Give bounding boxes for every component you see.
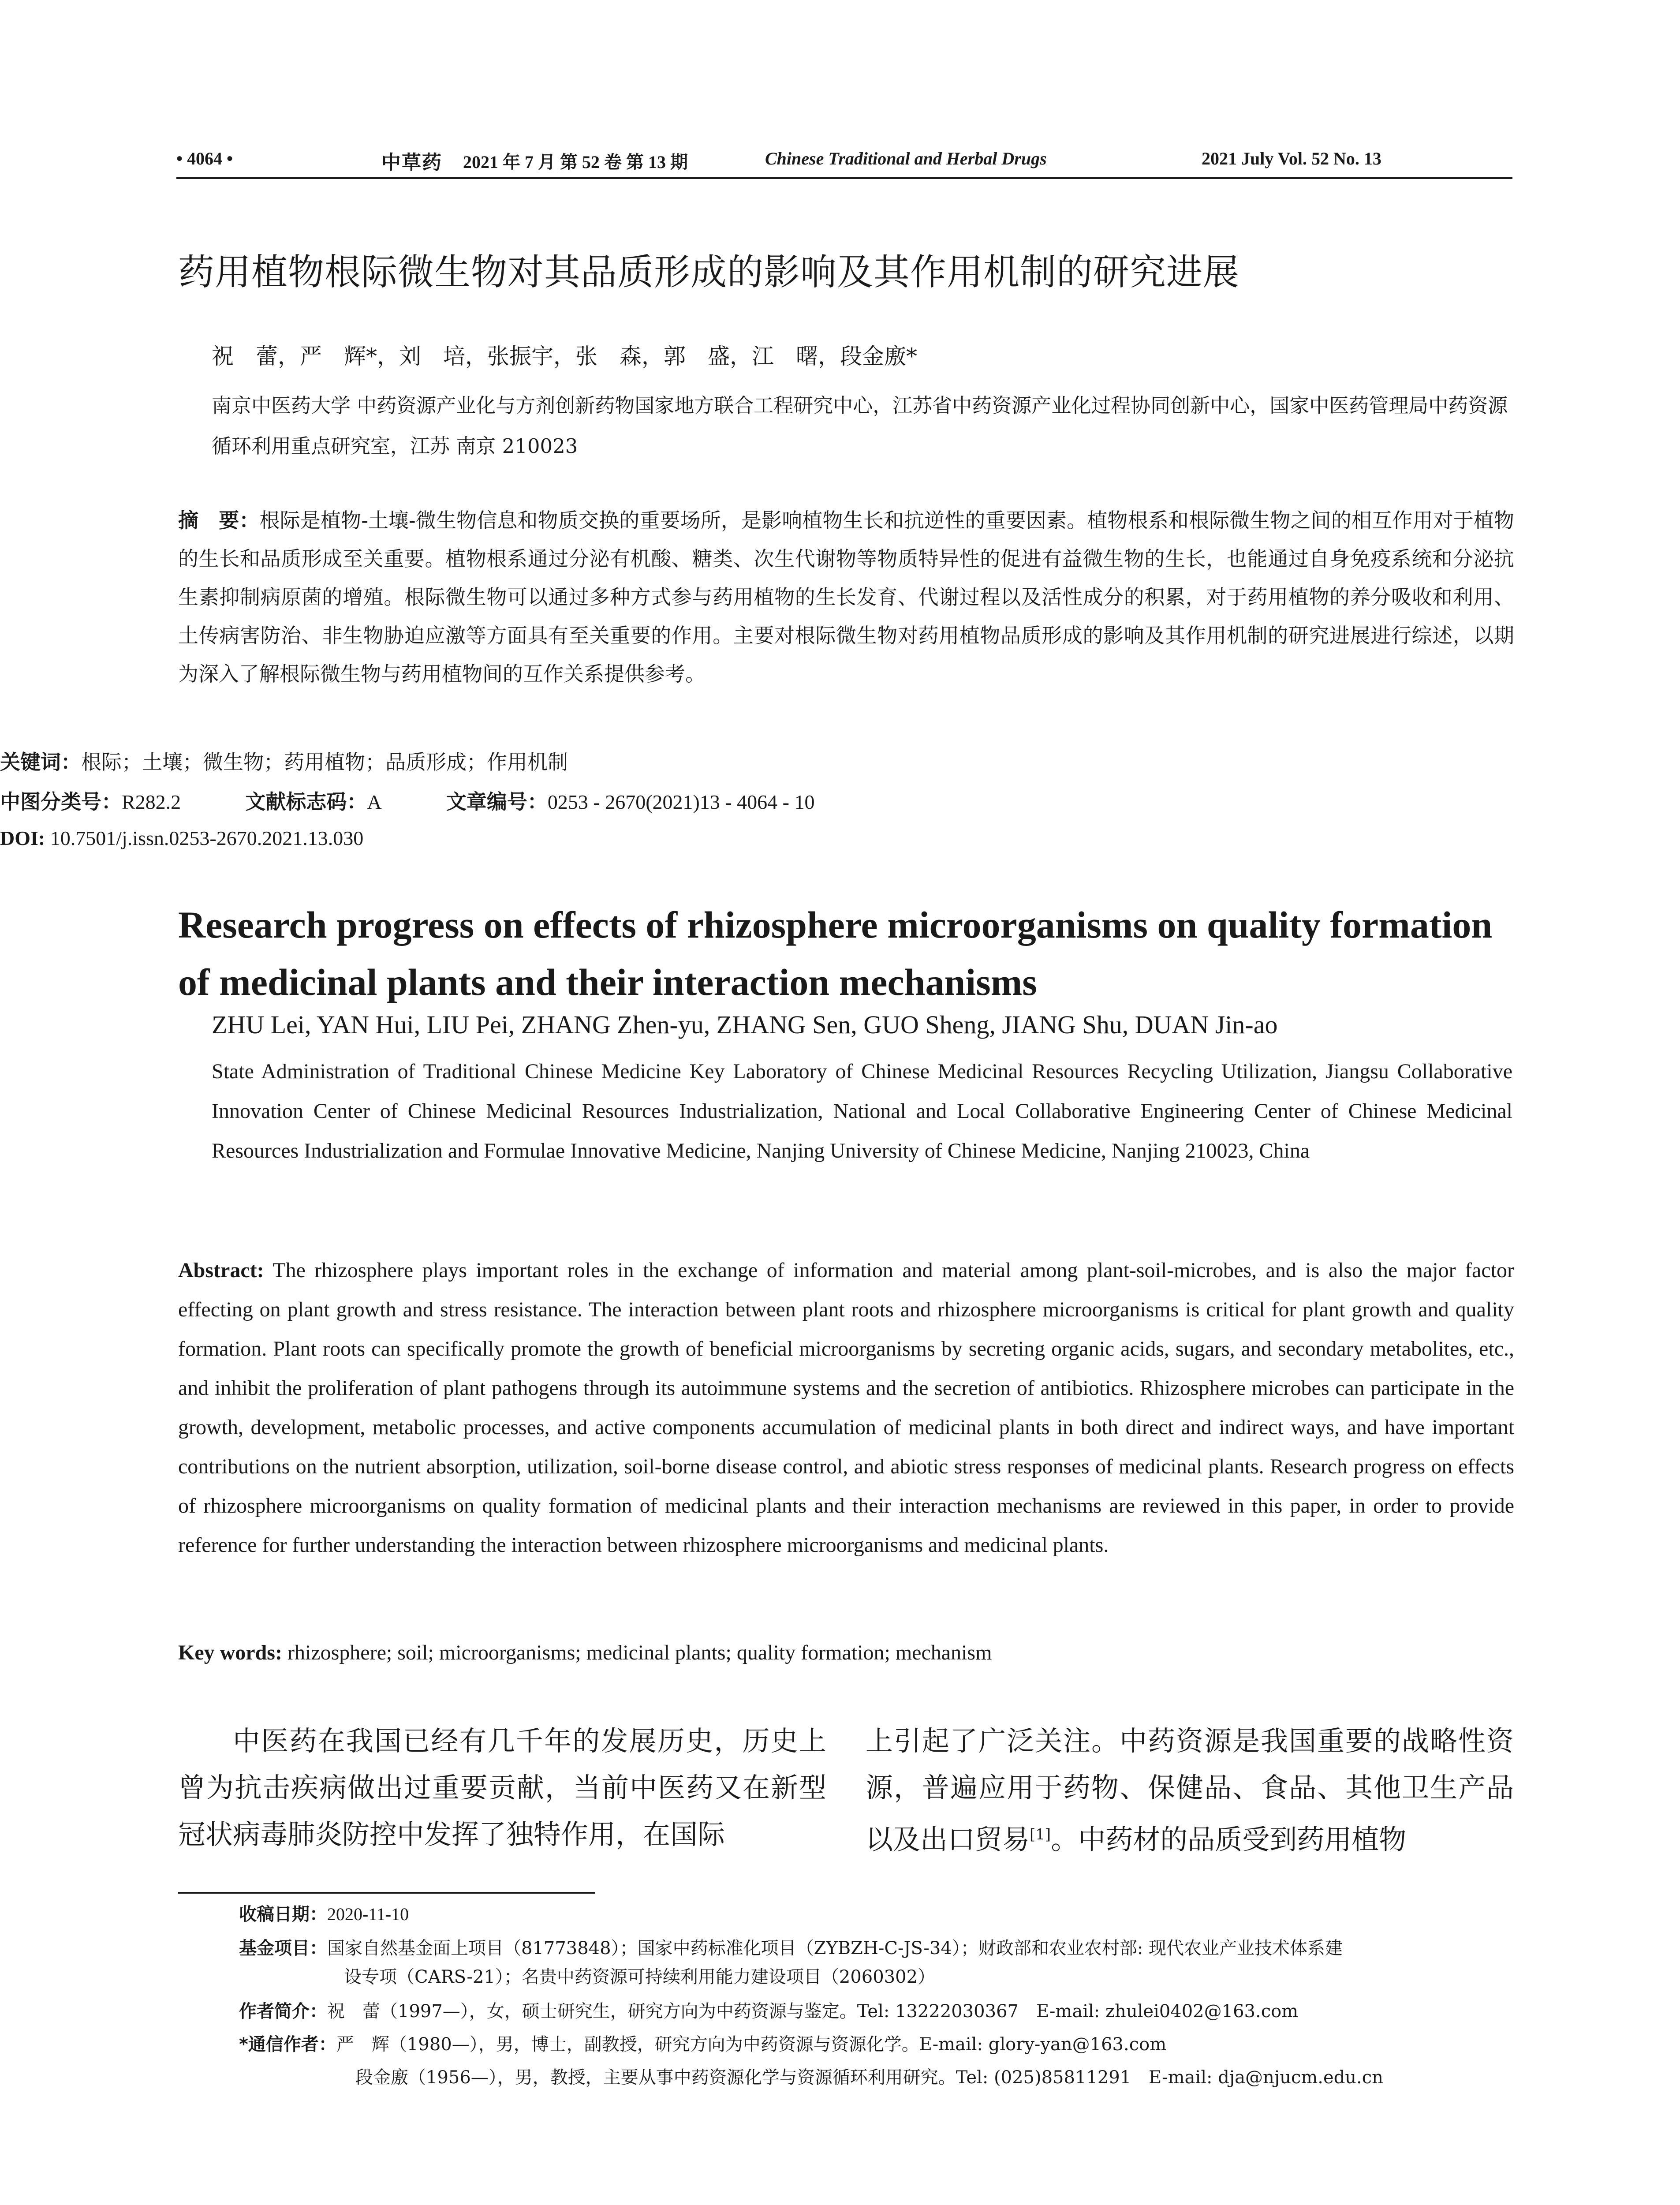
keywords-label-en: Key words: bbox=[178, 1641, 282, 1664]
corresponding-text-1: 严 辉（1980—），男，博士，副教授，研究方向为中药资源与资源化学。E-mail: glory-yan@163.com bbox=[336, 2034, 1167, 2055]
footnote-fund-cont: 设专项（CARS-21）；名贵中药资源可持续利用能力建设项目（2060302） bbox=[344, 1967, 936, 1987]
footnote-fund bbox=[239, 1935, 1505, 1962]
keywords-text-en: rhizosphere; soil; microorganisms; medicinal plants; quality formation; mechanism bbox=[287, 1641, 992, 1664]
article-title-en: Research progress on effects of rhizosphere microorganisms on quality formation of medicinal plants and their interaction mechanisms bbox=[178, 904, 1493, 1003]
author-list-cn: 祝 蕾，严 辉*，刘 培，张振宇，张 森，郭 盛，江 曙，段金廒* bbox=[212, 344, 917, 369]
issue-info-en: 2021 July Vol. 52 No. 13 bbox=[1202, 149, 1381, 168]
abstract-label-cn: 摘 要： bbox=[178, 508, 260, 532]
article-number-value: 0253 - 2670(2021)13 - 4064 - 10 bbox=[547, 791, 815, 813]
keywords-cn bbox=[0, 746, 568, 775]
classification-line bbox=[0, 786, 814, 815]
affiliation-cn: 南京中医药大学 中药资源产业化与方剂创新药物国家地方联合工程研究中心，江苏省中药资源产业化过程协同创新中心，国家中医药管理局中药资源循环利用重点研究室，江苏 南京 210023 bbox=[212, 394, 1508, 458]
doi-line bbox=[0, 826, 363, 850]
body-column-right bbox=[866, 1718, 1514, 1863]
author-bio-text: 祝 蕾（1997—），女，硕士研究生，研究方向为中药资源与鉴定。Tel: 13222030367 E-mail: zhulei0402@163.com bbox=[327, 2001, 1299, 2022]
body-column-left: 中医药在我国已经有几千年的发展历史，历史上曾为抗击疾病做出过重要贡献，当前中医药又在新型冠状病毒肺炎防控中发挥了独特作用，在国际 bbox=[178, 1725, 826, 1850]
abstract-text-en: The rhizosphere plays important roles in the exchange of information and material among plant-soil-microbes, and is also the major factor effecting on plant growth and stress resistance. The interaction between plant roots and rhizosphere microorganisms is critical for plant growth and quality formation. Plant roots can specifically promote the growth of beneficial microorganisms by secreting organic acids, sugars, and secondary metabolites, etc., and inhibit the proliferation of plant pathogens through its autoimmune systems and the secretion of antibiotics. Rhizosphere microbes can participate in the growth, development, metabolic processes, and active components accumulation of medicinal plants in both direct and indirect ways, and have important contributions on the nutrient absorption, utilization, soil-borne disease control, and abiotic stress responses of medicinal plants. Research progress on effects of rhizosphere microorganisms on quality formation of medicinal plants and their interaction mechanisms are reviewed in this paper, in order to provide reference for further understanding the interaction between rhizosphere microorganisms and medicinal plants. bbox=[178, 1259, 1514, 1557]
body-text-right: 上引起了广泛关注。中药资源是我国重要的战略性资源，普遍应用于药物、保健品、食品、其他卫生产品以及出口贸易 bbox=[866, 1725, 1514, 1856]
footnote-corresponding bbox=[239, 2031, 1166, 2058]
doc-code-label: 文献标志码： bbox=[245, 790, 367, 814]
journal-name-en: Chinese Traditional and Herbal Drugs bbox=[765, 149, 1047, 168]
fund-text: 国家自然基金面上项目（81773848）；国家中药标准化项目（ZYBZH-C-JS-34）；财政部和农业农村部: 现代农业产业技术体系建 bbox=[327, 1938, 1343, 1958]
reference-link[interactable]: [1] bbox=[1030, 1826, 1051, 1843]
clc-label: 中图分类号： bbox=[0, 790, 122, 814]
abstract-text-cn: 根际是植物-土壤-微生物信息和物质交换的重要场所，是影响植物生长和抗逆性的重要因素。植物根系和根际微生物之间的相互作用对于植物的生长和品质形成至关重要。植物根系通过分泌有机酸、糖类、次生代谢物等物质特异性的促进有益微生物的生长，也能通过自身免疫系统和分泌抗生素抑制病原菌的增殖。根际微生物可以通过多种方式参与药用植物的生长发育、代谢过程以及活性成分的积累，对于药用植物的养分吸收和利用、土传病害防治、非生物胁迫应激等方面具有至关重要的作用。主要对根际微生物对药用植物品质形成的影响及其作用机制的研究进展进行综述，以期为深入了解根际微生物与药用植物间的互作关系提供参考。 bbox=[178, 508, 1514, 686]
abstract-cn bbox=[178, 501, 1514, 693]
doc-code-value: A bbox=[367, 791, 382, 813]
article-number-label: 文章编号： bbox=[446, 790, 548, 814]
footnote-corresponding-2: 段金廒（1956—），男，教授，主要从事中药资源化学与资源循环利用研究。Tel: (025)85811291 E-mail: dja@njucm.edu.cn bbox=[355, 2067, 1383, 2088]
keywords-text-cn: 根际；土壤；微生物；药用植物；品质形成；作用机制 bbox=[81, 750, 568, 774]
abstract-en bbox=[178, 1251, 1514, 1565]
footnote-received bbox=[239, 1901, 409, 1928]
footnote-rule bbox=[178, 1892, 595, 1894]
abstract-label-en: Abstract: bbox=[178, 1259, 264, 1282]
body-text-right-cont: 。中药材的品质受到药用植物 bbox=[1051, 1823, 1407, 1856]
clc-value: R282.2 bbox=[122, 791, 181, 813]
author-bio-label: 作者简介： bbox=[239, 2001, 327, 2022]
article-title-cn: 药用植物根际微生物对其品质形成的影响及其作用机制的研究进展 bbox=[178, 251, 1240, 293]
received-label: 收稿日期： bbox=[239, 1904, 327, 1925]
keywords-label-cn: 关键词： bbox=[0, 750, 81, 774]
header-rule bbox=[176, 177, 1512, 179]
footnote-author bbox=[239, 1998, 1298, 2025]
issue-info-cn: 2021 年 7 月 第 52 卷 第 13 期 bbox=[463, 152, 688, 172]
received-date: 2020-11-10 bbox=[327, 1904, 409, 1924]
author-list-en: ZHU Lei, YAN Hui, LIU Pei, ZHANG Zhen-yu, ZHANG Sen, GUO Sheng, JIANG Shu, DUAN Jin-ao bbox=[212, 1010, 1278, 1039]
page-number: • 4064 • bbox=[176, 149, 233, 168]
affiliation-en: State Administration of Traditional Chinese Medicine Key Laboratory of Chinese Medicinal Resources Recycling Utilization, Jiangsu Collaborative Innovation Center of Chinese Medicinal Resources Industrialization, National and Local Collaborative Engineering Center of Chinese Medicinal Resources Industrialization and Formulae Innovative Medicine, Nanjing University of Chinese Medicine, Nanjing 210023, China bbox=[212, 1060, 1512, 1162]
fund-label: 基金项目： bbox=[239, 1938, 327, 1958]
keywords-en bbox=[178, 1641, 992, 1665]
doi-value[interactable]: 10.7501/j.issn.0253-2670.2021.13.030 bbox=[50, 827, 364, 849]
corresponding-label: *通信作者： bbox=[239, 2034, 336, 2055]
journal-name-cn: 中草药 bbox=[381, 151, 442, 174]
doi-label: DOI: bbox=[0, 827, 45, 849]
